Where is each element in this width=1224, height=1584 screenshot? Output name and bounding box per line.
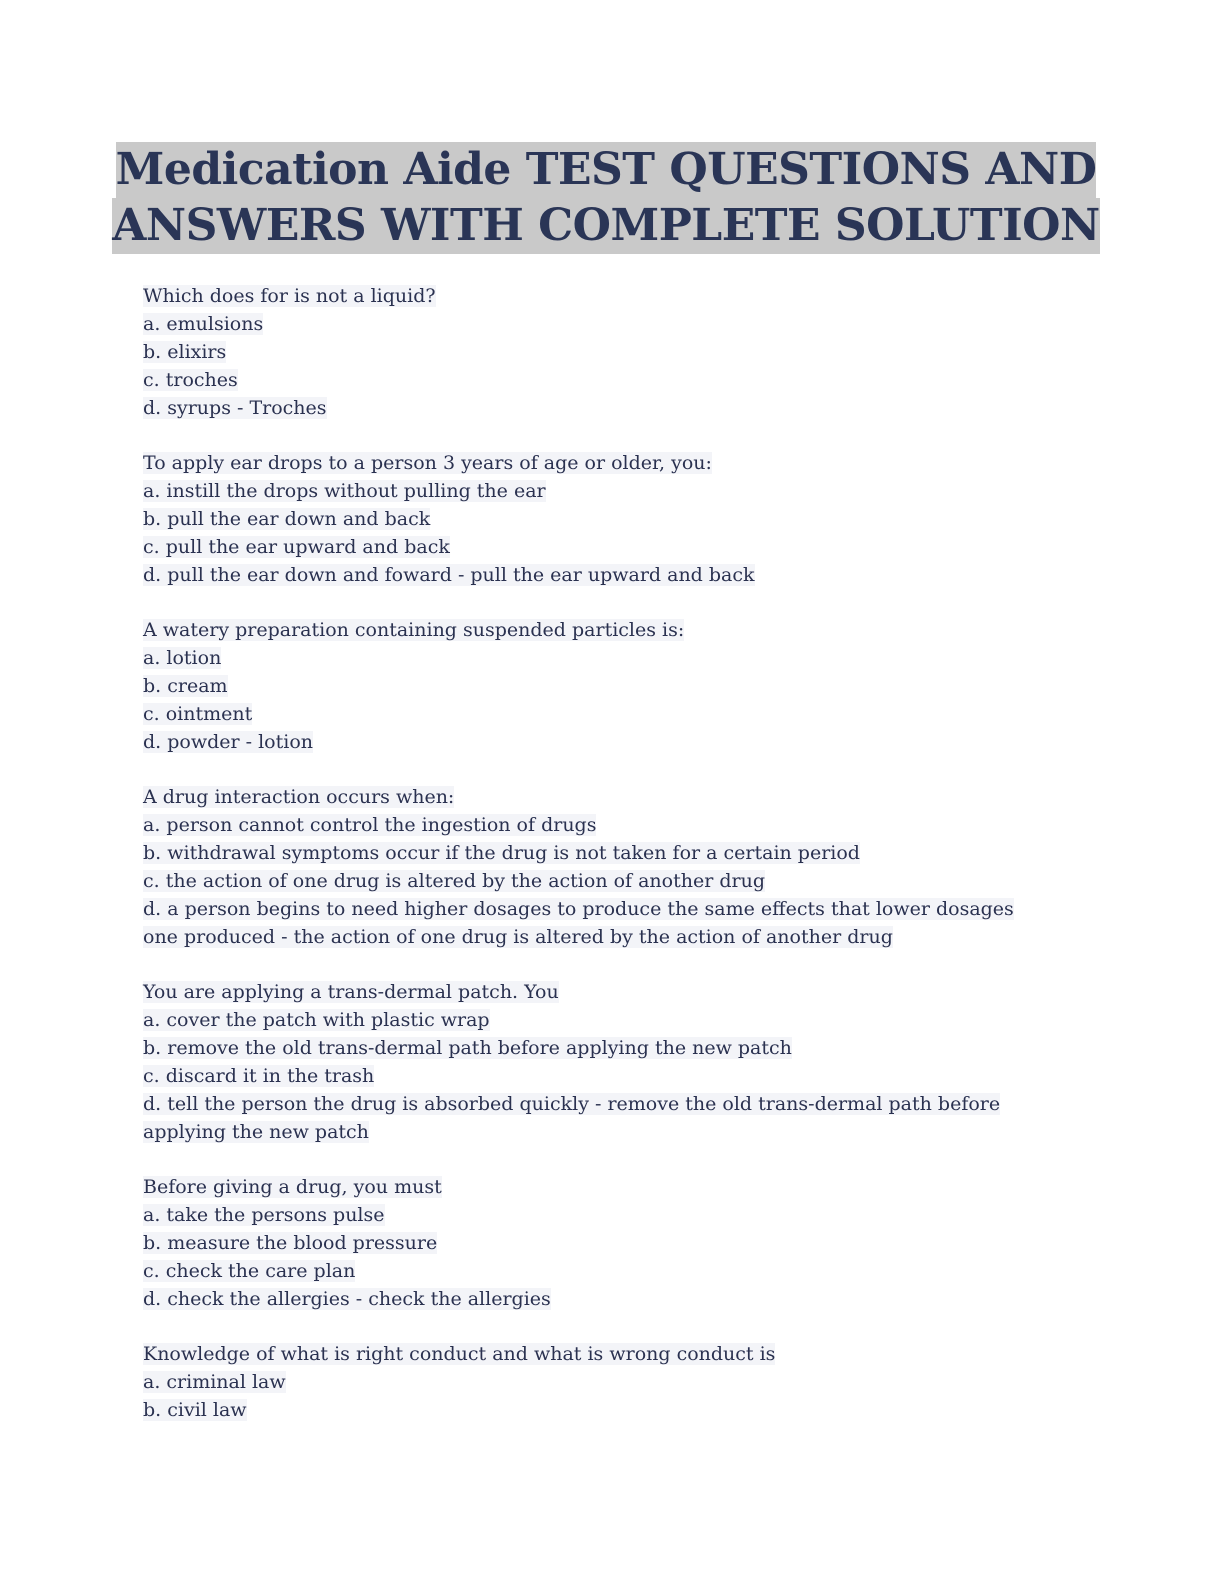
document-title-block <box>112 142 1100 254</box>
answer-option-d: d. check the allergies - check the allergies <box>143 1288 551 1310</box>
document-title-line-1: Medication Aide TEST QUESTIONS AND <box>116 142 1097 198</box>
answer-option-d: d. a person begins to need higher dosages to produce the same effects that lower dosages <box>143 898 1014 920</box>
answer-option-d: d. powder - lotion <box>143 731 313 753</box>
answer-option-c: c. the action of one drug is altered by the action of another drug <box>143 870 765 892</box>
answer-option-b: b. measure the blood pressure <box>143 1232 438 1254</box>
question-text: To apply ear drops to a person 3 years of age or older, you: <box>143 452 712 474</box>
question-text: Which does for is not a liquid? <box>143 285 436 307</box>
document-title-line-2: ANSWERS WITH COMPLETE SOLUTION <box>112 198 1099 254</box>
answer-option-c: c. check the care plan <box>143 1260 356 1282</box>
question-block-2 <box>143 449 1063 589</box>
answer-option-a: a. emulsions <box>143 313 264 335</box>
question-text: A watery preparation containing suspended particles is: <box>143 619 685 641</box>
answer-option-d: d. tell the person the drug is absorbed quickly - remove the old trans-dermal path before <box>143 1093 1001 1115</box>
question-text: A drug interaction occurs when: <box>143 786 455 808</box>
question-block-6 <box>143 1173 1063 1313</box>
answer-option-c: c. pull the ear upward and back <box>143 536 450 558</box>
questions-list <box>143 282 1063 1451</box>
answer-option-b: b. civil law <box>143 1399 247 1421</box>
question-block-1 <box>143 282 1063 422</box>
question-block-3 <box>143 616 1063 756</box>
answer-option-b: b. withdrawal symptoms occur if the drug is not taken for a certain period <box>143 842 860 864</box>
answer-option-c: c. troches <box>143 369 238 391</box>
answer-option-b: b. pull the ear down and back <box>143 508 431 530</box>
answer-option-a: a. take the persons pulse <box>143 1204 385 1226</box>
answer-option-d: d. pull the ear down and foward - pull the ear upward and back <box>143 564 755 586</box>
question-text: Before giving a drug, you must <box>143 1176 442 1198</box>
answer-option-a: a. instill the drops without pulling the ear <box>143 480 546 502</box>
answer-option-a: a. person cannot control the ingestion of drugs <box>143 814 597 836</box>
answer-option-b: b. elixirs <box>143 341 227 363</box>
answer-option-c: c. ointment <box>143 703 253 725</box>
answer-option-a: a. criminal law <box>143 1371 286 1393</box>
question-block-7 <box>143 1340 1063 1424</box>
question-block-5 <box>143 978 1063 1146</box>
answer-option-d-continued: applying the new patch <box>143 1121 369 1143</box>
answer-option-b: b. cream <box>143 675 228 697</box>
question-text: Knowledge of what is right conduct and what is wrong conduct is <box>143 1343 776 1365</box>
answer-option-c: c. discard it in the trash <box>143 1065 375 1087</box>
answer-option-a: a. lotion <box>143 647 222 669</box>
question-block-4 <box>143 783 1063 951</box>
answer-option-d-continued: one produced - the action of one drug is altered by the action of another drug <box>143 926 893 948</box>
answer-option-a: a. cover the patch with plastic wrap <box>143 1009 490 1031</box>
question-text: You are applying a trans-dermal patch. You <box>143 981 559 1003</box>
answer-option-b: b. remove the old trans-dermal path before applying the new patch <box>143 1037 792 1059</box>
answer-option-d: d. syrups - Troches <box>143 397 327 419</box>
